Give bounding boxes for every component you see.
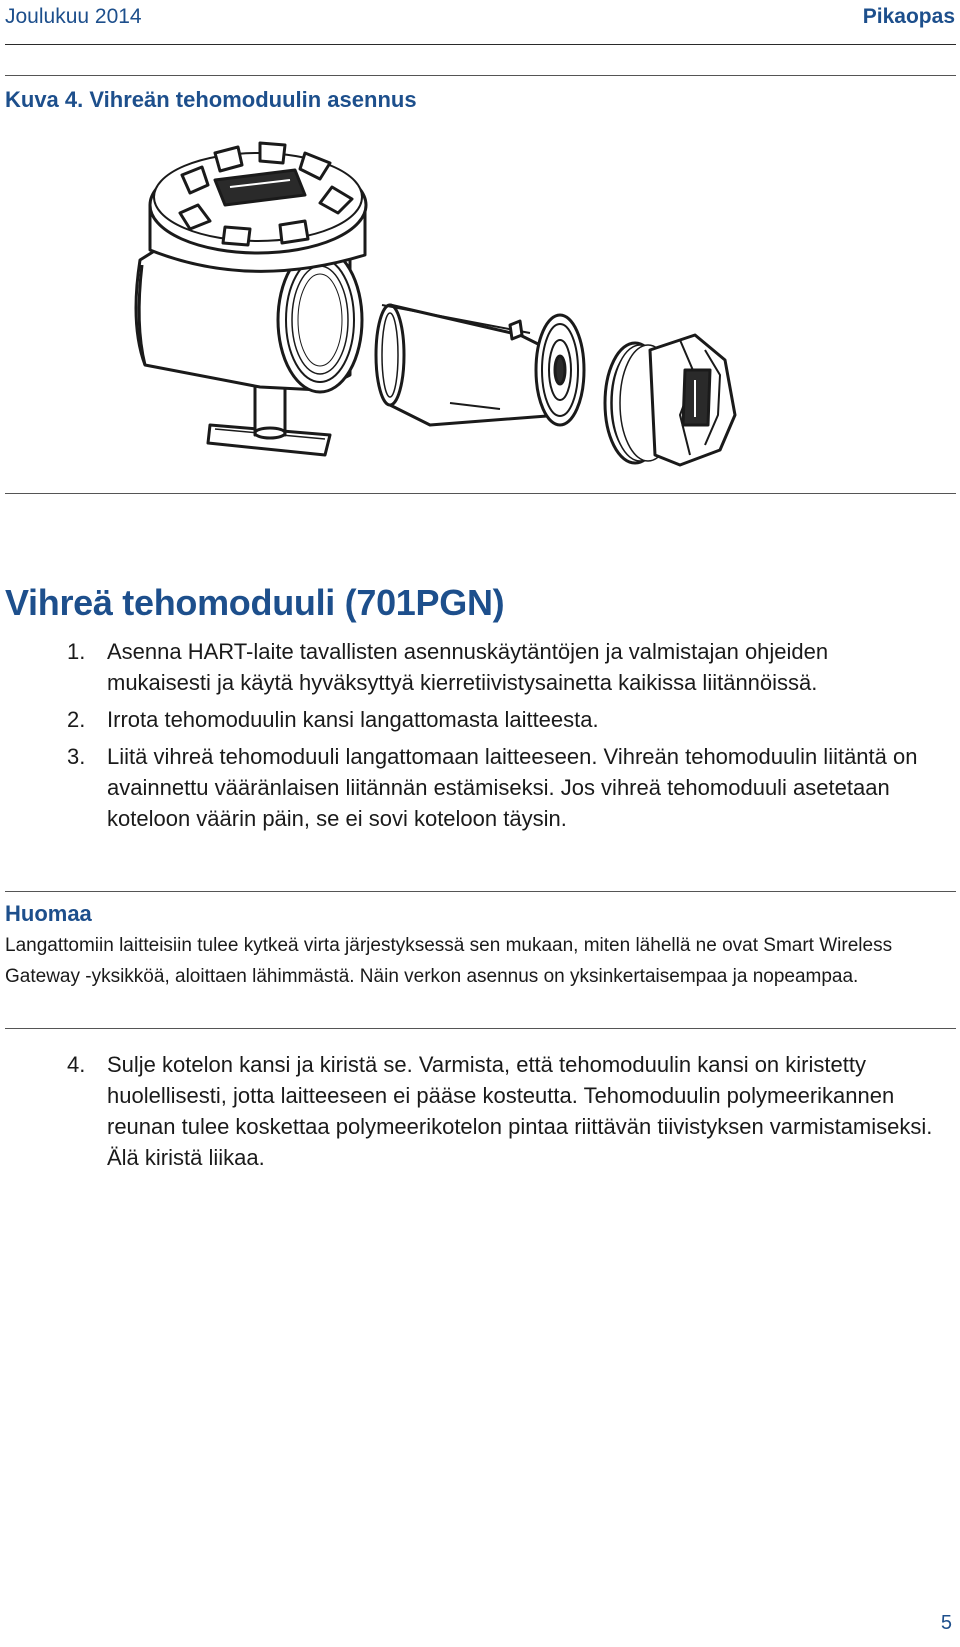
note-box [5, 901, 945, 992]
list-item [5, 636, 935, 698]
section-title: Vihreä tehomoduuli (701PGN) [5, 582, 505, 623]
figure-bottom-rule [5, 493, 956, 494]
figure-caption: Kuva 4. Vihreän tehomoduulin asennus [5, 87, 417, 112]
cover-cap-illustration [605, 335, 735, 465]
list-item [5, 704, 935, 735]
step-number: 1. [67, 639, 86, 664]
figure-top-rule [5, 75, 956, 76]
note-bottom-rule [5, 1028, 956, 1029]
step-text: Irrota tehomoduulin kansi langattomasta laitteesta. [107, 707, 599, 732]
note-text: Langattomiin laitteisiin tulee kytkeä virta järjestyksessä sen mukaan, miten lähellä ne ovat Smart Wireless Gateway -yksikköä, aloittaen lähimmästä. Näin verkon asennus on yksinkertaisempaa ja nopeampaa. [5, 935, 893, 987]
instruction-steps [5, 636, 935, 840]
step-number: 2. [67, 707, 86, 732]
step-text: Liitä vihreä tehomoduuli langattomaan laitteeseen. Vihreän tehomoduulin liitäntä on avainnettu vääränlaisen liitännän estämiseksi. Jos vihreä tehomoduuli asetetaan koteloon väärin päin, se ei sovi koteloon täysin. [107, 744, 918, 831]
header-date: Joulukuu 2014 [5, 5, 142, 28]
instruction-steps-continued [5, 1049, 935, 1179]
list-item [5, 741, 935, 834]
header-doc-type: Pikaopas [862, 5, 955, 28]
step-number: 3. [67, 744, 86, 769]
power-module-illustration [376, 305, 584, 425]
step-text: Asenna HART-laite tavallisten asennuskäytäntöjen ja valmistajan ohjeiden mukaisesti ja käytä hyväksyttyä kierretiivistysainetta kaikissa liitännöissä. [107, 639, 829, 695]
figure-illustration [120, 125, 770, 500]
step-number: 4. [67, 1052, 86, 1077]
page-number: 5 [940, 1612, 952, 1634]
note-top-rule [5, 891, 956, 892]
step-text: Sulje kotelon kansi ja kiristä se. Varmista, että tehomoduulin kansi on kiristetty huolellisesti, jotta laitteeseen ei pääse kosteutta. Tehomoduulin polymeerikannen reunan tulee koskettaa polymeerikotelon pintaa riittävän tiivistyksen varmistamiseksi. Älä kiristä liikaa. [107, 1052, 933, 1170]
list-item [5, 1049, 935, 1173]
note-title: Huomaa [5, 901, 92, 926]
housing-illustration [136, 143, 366, 455]
header-rule [5, 44, 956, 45]
